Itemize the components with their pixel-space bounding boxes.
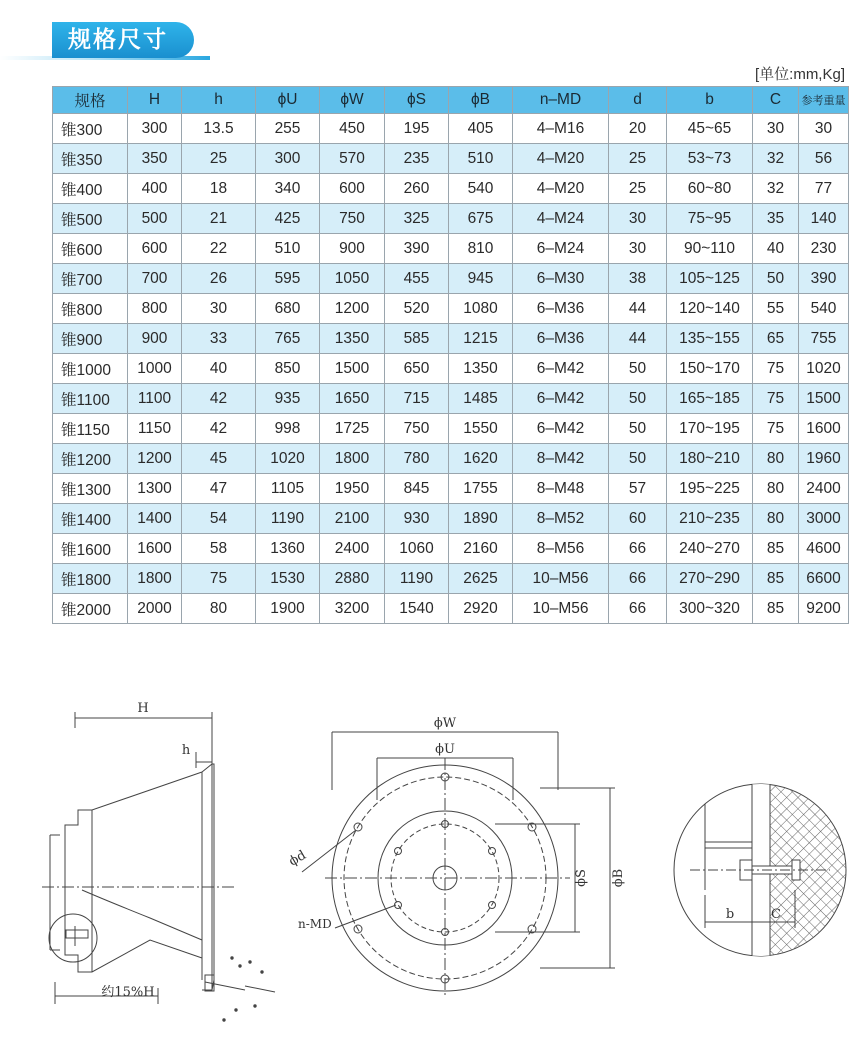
table-cell: 680 xyxy=(256,294,320,324)
table-cell: 800 xyxy=(128,294,182,324)
table-cell: 1725 xyxy=(320,414,385,444)
table-cell: 1800 xyxy=(320,444,385,474)
column-header: ϕU xyxy=(256,87,320,114)
table-cell: 120~140 xyxy=(667,294,753,324)
table-cell: 390 xyxy=(799,264,849,294)
label-15pct-H: 约15%H xyxy=(101,985,155,1000)
table-cell: 2880 xyxy=(320,564,385,594)
table-cell: 2100 xyxy=(320,504,385,534)
table-cell: 1150 xyxy=(128,414,182,444)
table-row xyxy=(53,534,849,564)
table-cell: 340 xyxy=(256,174,320,204)
table-cell: 6–M42 xyxy=(513,384,609,414)
table-cell: 45~65 xyxy=(667,114,753,144)
table-cell: 30 xyxy=(182,294,256,324)
table-cell: 2160 xyxy=(449,534,513,564)
table-cell: 300 xyxy=(256,144,320,174)
table-cell: 700 xyxy=(128,264,182,294)
table-row xyxy=(53,324,849,354)
model-cell: 锥600 xyxy=(53,234,128,264)
table-cell: 845 xyxy=(385,474,449,504)
table-cell: 150~170 xyxy=(667,354,753,384)
label-C: C xyxy=(771,907,781,922)
table-cell: 105~125 xyxy=(667,264,753,294)
table-cell: 30 xyxy=(753,114,799,144)
table-cell: 390 xyxy=(385,234,449,264)
table-row xyxy=(53,384,849,414)
table-cell: 195~225 xyxy=(667,474,753,504)
table-cell: 4–M24 xyxy=(513,204,609,234)
table-cell: 1600 xyxy=(799,414,849,444)
model-cell: 锥400 xyxy=(53,174,128,204)
table-cell: 66 xyxy=(609,534,667,564)
table-cell: 56 xyxy=(799,144,849,174)
table-cell: 25 xyxy=(182,144,256,174)
table-cell: 30 xyxy=(609,204,667,234)
table-cell: 1500 xyxy=(320,354,385,384)
table-cell: 6–M24 xyxy=(513,234,609,264)
table-cell: 1360 xyxy=(256,534,320,564)
table-cell: 75~95 xyxy=(667,204,753,234)
table-cell: 6–M42 xyxy=(513,354,609,384)
table-cell: 4–M20 xyxy=(513,174,609,204)
table-cell: 1400 xyxy=(128,504,182,534)
column-header: 规格 xyxy=(53,87,128,114)
table-row xyxy=(53,564,849,594)
column-header: n–MD xyxy=(513,87,609,114)
table-cell: 33 xyxy=(182,324,256,354)
label-H: H xyxy=(137,701,149,716)
table-cell: 510 xyxy=(256,234,320,264)
model-cell: 锥1800 xyxy=(53,564,128,594)
table-cell: 80 xyxy=(753,504,799,534)
table-cell: 47 xyxy=(182,474,256,504)
table-cell: 1755 xyxy=(449,474,513,504)
table-row xyxy=(53,504,849,534)
table-cell: 1800 xyxy=(128,564,182,594)
table-cell: 38 xyxy=(609,264,667,294)
table-cell: 60 xyxy=(609,504,667,534)
table-cell: 405 xyxy=(449,114,513,144)
table-cell: 55 xyxy=(753,294,799,324)
table-cell: 300 xyxy=(128,114,182,144)
table-cell: 325 xyxy=(385,204,449,234)
table-cell: 135~155 xyxy=(667,324,753,354)
table-cell: 26 xyxy=(182,264,256,294)
table-cell: 6600 xyxy=(799,564,849,594)
table-cell: 900 xyxy=(128,324,182,354)
column-header: b xyxy=(667,87,753,114)
table-cell: 32 xyxy=(753,174,799,204)
table-cell: 80 xyxy=(753,474,799,504)
table-cell: 53~73 xyxy=(667,144,753,174)
table-cell: 10–M56 xyxy=(513,594,609,624)
table-cell: 44 xyxy=(609,324,667,354)
table-cell: 30 xyxy=(799,114,849,144)
table-cell: 77 xyxy=(799,174,849,204)
label-phi-B: ϕB xyxy=(611,868,626,888)
table-cell: 170~195 xyxy=(667,414,753,444)
table-cell: 850 xyxy=(256,354,320,384)
table-cell: 998 xyxy=(256,414,320,444)
model-cell: 锥1200 xyxy=(53,444,128,474)
label-b: b xyxy=(725,907,735,922)
table-cell: 1215 xyxy=(449,324,513,354)
table-cell: 1050 xyxy=(320,264,385,294)
table-cell: 2400 xyxy=(320,534,385,564)
table-row xyxy=(53,264,849,294)
column-header: H xyxy=(128,87,182,114)
table-cell: 45 xyxy=(182,444,256,474)
model-cell: 锥1150 xyxy=(53,414,128,444)
table-cell: 1500 xyxy=(799,384,849,414)
table-cell: 4600 xyxy=(799,534,849,564)
table-cell: 540 xyxy=(449,174,513,204)
table-cell: 400 xyxy=(128,174,182,204)
table-cell: 165~185 xyxy=(667,384,753,414)
table-cell: 8–M42 xyxy=(513,444,609,474)
table-cell: 3200 xyxy=(320,594,385,624)
table-cell: 60~80 xyxy=(667,174,753,204)
table-cell: 675 xyxy=(449,204,513,234)
table-cell: 750 xyxy=(320,204,385,234)
table-cell: 595 xyxy=(256,264,320,294)
table-cell: 80 xyxy=(182,594,256,624)
table-cell: 2920 xyxy=(449,594,513,624)
technical-drawings xyxy=(0,690,851,1046)
column-header: d xyxy=(609,87,667,114)
table-cell: 8–M56 xyxy=(513,534,609,564)
table-cell: 755 xyxy=(799,324,849,354)
table-cell: 270~290 xyxy=(667,564,753,594)
label-phi-S: ϕS xyxy=(574,869,589,887)
table-cell: 1200 xyxy=(320,294,385,324)
table-cell: 195 xyxy=(385,114,449,144)
model-cell: 锥1000 xyxy=(53,354,128,384)
table-cell: 765 xyxy=(256,324,320,354)
table-row xyxy=(53,474,849,504)
table-cell: 900 xyxy=(320,234,385,264)
table-cell: 1485 xyxy=(449,384,513,414)
table-row xyxy=(53,114,849,144)
table-cell: 65 xyxy=(753,324,799,354)
table-cell: 75 xyxy=(182,564,256,594)
table-cell: 6–M36 xyxy=(513,324,609,354)
table-header-row xyxy=(53,87,849,114)
table-cell: 450 xyxy=(320,114,385,144)
table-cell: 42 xyxy=(182,384,256,414)
table-cell: 57 xyxy=(609,474,667,504)
table-cell: 1620 xyxy=(449,444,513,474)
table-row xyxy=(53,144,849,174)
side-view-drawing xyxy=(42,712,275,1021)
section-title: 规格尺寸 xyxy=(52,22,194,58)
table-body xyxy=(53,114,849,624)
table-cell: 42 xyxy=(182,414,256,444)
table-cell: 80 xyxy=(753,444,799,474)
table-cell: 585 xyxy=(385,324,449,354)
table-cell: 300~320 xyxy=(667,594,753,624)
table-cell: 1190 xyxy=(385,564,449,594)
table-cell: 58 xyxy=(182,534,256,564)
table-cell: 1890 xyxy=(449,504,513,534)
table-cell: 1100 xyxy=(128,384,182,414)
table-cell: 1540 xyxy=(385,594,449,624)
table-cell: 3000 xyxy=(799,504,849,534)
table-cell: 54 xyxy=(182,504,256,534)
detail-view-drawing xyxy=(674,780,851,980)
table-cell: 9200 xyxy=(799,594,849,624)
table-cell: 50 xyxy=(609,444,667,474)
spec-table xyxy=(52,86,849,624)
table-cell: 1550 xyxy=(449,414,513,444)
table-cell: 21 xyxy=(182,204,256,234)
table-cell: 600 xyxy=(320,174,385,204)
table-cell: 85 xyxy=(753,594,799,624)
table-cell: 75 xyxy=(753,354,799,384)
table-cell: 935 xyxy=(256,384,320,414)
table-cell: 1080 xyxy=(449,294,513,324)
table-cell: 8–M52 xyxy=(513,504,609,534)
table-cell: 780 xyxy=(385,444,449,474)
unit-note: [单位:mm,Kg] xyxy=(754,66,845,83)
table-cell: 1960 xyxy=(799,444,849,474)
table-cell: 1300 xyxy=(128,474,182,504)
table-cell: 1060 xyxy=(385,534,449,564)
table-cell: 715 xyxy=(385,384,449,414)
table-cell: 1020 xyxy=(799,354,849,384)
table-cell: 240~270 xyxy=(667,534,753,564)
label-phi-d: ϕd xyxy=(286,847,309,870)
table-row xyxy=(53,414,849,444)
table-cell: 350 xyxy=(128,144,182,174)
table-cell: 1000 xyxy=(128,354,182,384)
table-cell: 650 xyxy=(385,354,449,384)
model-cell: 锥1300 xyxy=(53,474,128,504)
table-cell: 50 xyxy=(753,264,799,294)
table-cell: 1350 xyxy=(320,324,385,354)
table-cell: 6–M30 xyxy=(513,264,609,294)
table-cell: 1900 xyxy=(256,594,320,624)
table-row xyxy=(53,594,849,624)
label-n-MD: n-MD xyxy=(298,917,332,931)
table-cell: 18 xyxy=(182,174,256,204)
table-cell: 2400 xyxy=(799,474,849,504)
table-cell: 66 xyxy=(609,594,667,624)
model-cell: 锥300 xyxy=(53,114,128,144)
column-header: 参考重量 xyxy=(799,87,849,114)
table-cell: 50 xyxy=(609,414,667,444)
model-cell: 锥700 xyxy=(53,264,128,294)
table-cell: 1530 xyxy=(256,564,320,594)
table-cell: 1020 xyxy=(256,444,320,474)
table-cell: 1190 xyxy=(256,504,320,534)
label-phi-U: ϕU xyxy=(435,742,455,757)
table-cell: 235 xyxy=(385,144,449,174)
table-cell: 210~235 xyxy=(667,504,753,534)
table-cell: 510 xyxy=(449,144,513,174)
table-cell: 40 xyxy=(753,234,799,264)
table-cell: 4–M20 xyxy=(513,144,609,174)
model-cell: 锥500 xyxy=(53,204,128,234)
column-header: ϕW xyxy=(320,87,385,114)
table-cell: 1105 xyxy=(256,474,320,504)
table-cell: 35 xyxy=(753,204,799,234)
column-header: ϕS xyxy=(385,87,449,114)
table-cell: 50 xyxy=(609,384,667,414)
table-cell: 85 xyxy=(753,564,799,594)
table-cell: 75 xyxy=(753,384,799,414)
table-cell: 230 xyxy=(799,234,849,264)
table-row xyxy=(53,204,849,234)
label-phi-W: ϕW xyxy=(433,716,457,731)
table-cell: 180~210 xyxy=(667,444,753,474)
table-cell: 13.5 xyxy=(182,114,256,144)
table-cell: 600 xyxy=(128,234,182,264)
label-h: h xyxy=(181,743,191,758)
table-cell: 75 xyxy=(753,414,799,444)
table-cell: 1600 xyxy=(128,534,182,564)
table-cell: 140 xyxy=(799,204,849,234)
table-cell: 22 xyxy=(182,234,256,264)
table-cell: 40 xyxy=(182,354,256,384)
table-cell: 85 xyxy=(753,534,799,564)
table-cell: 25 xyxy=(609,174,667,204)
model-cell: 锥900 xyxy=(53,324,128,354)
model-cell: 锥1100 xyxy=(53,384,128,414)
table-cell: 425 xyxy=(256,204,320,234)
table-cell: 90~110 xyxy=(667,234,753,264)
table-cell: 255 xyxy=(256,114,320,144)
table-cell: 1950 xyxy=(320,474,385,504)
table-cell: 260 xyxy=(385,174,449,204)
model-cell: 锥2000 xyxy=(53,594,128,624)
table-cell: 32 xyxy=(753,144,799,174)
table-cell: 1650 xyxy=(320,384,385,414)
table-cell: 6–M36 xyxy=(513,294,609,324)
model-cell: 锥1600 xyxy=(53,534,128,564)
table-cell: 945 xyxy=(449,264,513,294)
table-cell: 10–M56 xyxy=(513,564,609,594)
table-row xyxy=(53,354,849,384)
table-cell: 540 xyxy=(799,294,849,324)
model-cell: 锥800 xyxy=(53,294,128,324)
table-cell: 20 xyxy=(609,114,667,144)
column-header: C xyxy=(753,87,799,114)
table-cell: 520 xyxy=(385,294,449,324)
table-cell: 2000 xyxy=(128,594,182,624)
column-header: ϕB xyxy=(449,87,513,114)
model-cell: 锥1400 xyxy=(53,504,128,534)
table-cell: 1350 xyxy=(449,354,513,384)
table-row xyxy=(53,444,849,474)
drawings-area xyxy=(0,690,851,1046)
table-cell: 6–M42 xyxy=(513,414,609,444)
table-row xyxy=(53,174,849,204)
table-cell: 30 xyxy=(609,234,667,264)
table-cell: 500 xyxy=(128,204,182,234)
table-cell: 930 xyxy=(385,504,449,534)
table-cell: 44 xyxy=(609,294,667,324)
table-row xyxy=(53,234,849,264)
table-cell: 8–M48 xyxy=(513,474,609,504)
table-cell: 1200 xyxy=(128,444,182,474)
model-cell: 锥350 xyxy=(53,144,128,174)
table-cell: 50 xyxy=(609,354,667,384)
table-cell: 25 xyxy=(609,144,667,174)
table-cell: 2625 xyxy=(449,564,513,594)
table-row xyxy=(53,294,849,324)
column-header: h xyxy=(182,87,256,114)
table-cell: 570 xyxy=(320,144,385,174)
table-cell: 4–M16 xyxy=(513,114,609,144)
table-cell: 66 xyxy=(609,564,667,594)
table-cell: 810 xyxy=(449,234,513,264)
table-cell: 750 xyxy=(385,414,449,444)
front-view-drawing xyxy=(302,732,615,998)
table-cell: 455 xyxy=(385,264,449,294)
